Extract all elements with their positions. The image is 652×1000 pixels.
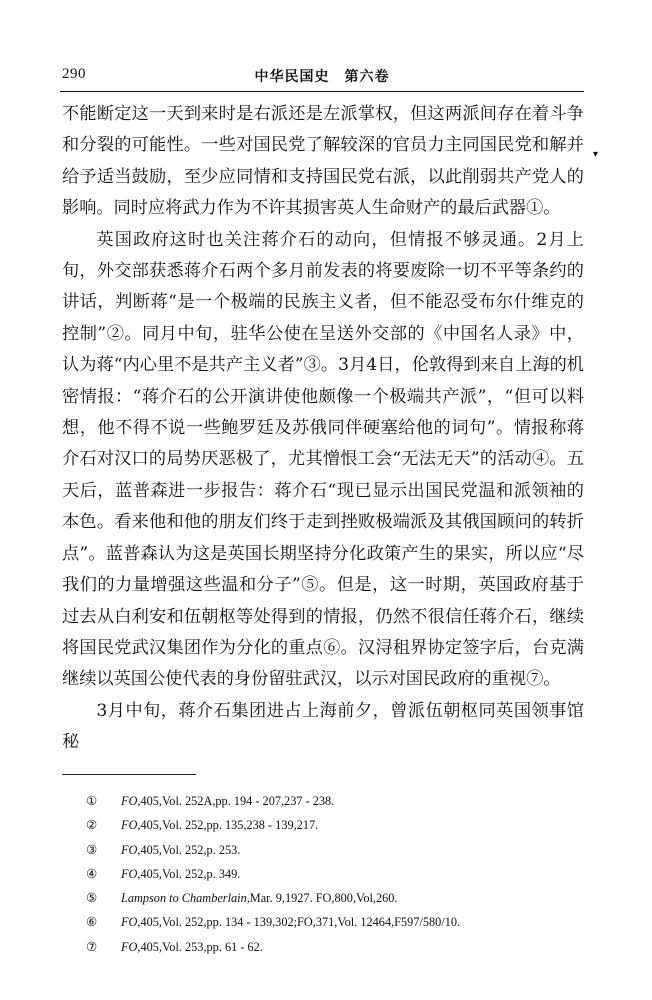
footnote-source: FO <box>121 794 138 808</box>
footnote-source: FO <box>121 818 138 833</box>
footnote-item <box>86 935 586 959</box>
footnote-item <box>86 862 586 886</box>
footnote-source: FO <box>121 939 138 954</box>
footnote-source: FO <box>121 866 138 881</box>
footnote-mark: ⑤ <box>86 891 98 906</box>
body-text <box>62 99 584 759</box>
paragraph: 3月中旬，蒋介石集团进占上海前夕，曾派伍朝枢同英国领事馆秘 <box>62 700 584 753</box>
footnote-item <box>86 838 586 862</box>
page-header <box>62 66 582 88</box>
footnote-mark: ② <box>86 818 98 833</box>
page-number: 290 <box>62 66 86 82</box>
footnote-source: Lampson to Chamberlain <box>121 891 247 906</box>
footnote-rule <box>62 774 196 775</box>
footnote-citation: ,405,Vol. 252,p. 253. <box>137 842 241 857</box>
footnote-item <box>86 910 586 934</box>
footnote-mark: ⑥ <box>86 915 98 930</box>
footnote-citation: ,405,Vol. 252,pp. 135,238 - 139,217. <box>137 818 319 833</box>
footnote-citation: ,405,Vol. 252,pp. 134 - 139,302;FO,371,Vol. 12464,F597/580/10. <box>137 915 461 930</box>
footnote-citation: ,405,Vol. 252A,pp. 194 - 207,237 - 238. <box>137 794 335 808</box>
paragraph: 英国政府这时也关注蒋介石的动向，但情报不够灵通。2月上旬，外交部获悉蒋介石两个多月前发表的将要废除一切不平等条约的讲话，判断蒋“是一个极端的民族主义者，但不能忍受布尔什维克的控制”②。同月中旬，驻华公使在呈送外交部的《中国名人录》中，认为蒋“内心里不是共产主义者”③。3月4日，伦敦得到来自上海的机密情报：“蒋介石的公开演讲使他颇像一个极端共产派”，“但可以料想，他不得不说一些鲍罗廷及苏俄同伴硬塞给他的词句”。情报称蒋介石对汉口的局势厌恶极了，尤其憎恨工会“无法无天”的活动④。五天后，蓝普森进一步报告：蒋介石“现已显示出国民党温和派领袖的本色。看来他和他的朋友们终于走到挫败极端派及其俄国顾问的转折点”。蓝普森认为这是英国长期坚持分化政策产生的果实，所以应“尽我们的力量增强这些温和分子”⑤。但是，这一时期，英国政府基于过去从白利安和伍朝枢等处得到的情报，仍然不很信任蒋介石，继续将国民党武汉集团作为分化的重点⑥。汉浔租界协定签字后，台克满继续以英国公使代表的身份留驻武汉，以示对国民政府的重视⑦。 <box>62 229 584 690</box>
footnote-source: FO <box>121 842 138 857</box>
footnote-citation: ,Mar. 9,1927. FO,800,Vol,260. <box>246 891 398 906</box>
footnote-item <box>86 813 586 837</box>
footnote-mark: ⑦ <box>86 939 98 954</box>
footnote-item <box>86 886 586 910</box>
footnotes <box>86 789 586 959</box>
footnote-mark: ④ <box>86 866 98 881</box>
footnote-item <box>86 789 586 813</box>
margin-mark: ▾ <box>593 149 599 160</box>
footnote-source: FO <box>121 915 138 930</box>
paragraph: 不能断定这一天到来时是右派还是左派掌权，但这两派间存在着斗争和分裂的可能性。一些对国民党了解较深的官员力主同国民党和解并给予适当鼓励，至少应同情和支持国民党右派，以此削弱共产党人的影响。同时应将武力作为不许其损害英人生命财产的最后武器①。 <box>62 104 584 219</box>
footnote-mark: ① <box>86 794 98 808</box>
header-rule <box>60 91 584 92</box>
footnote-mark: ③ <box>86 842 98 857</box>
footnote-citation: ,405,Vol. 252,p. 349. <box>137 866 241 881</box>
footnote-citation: ,405,Vol. 253,pp. 61 - 62. <box>137 939 263 954</box>
running-title: 中华民国史 第六卷 <box>254 69 390 85</box>
